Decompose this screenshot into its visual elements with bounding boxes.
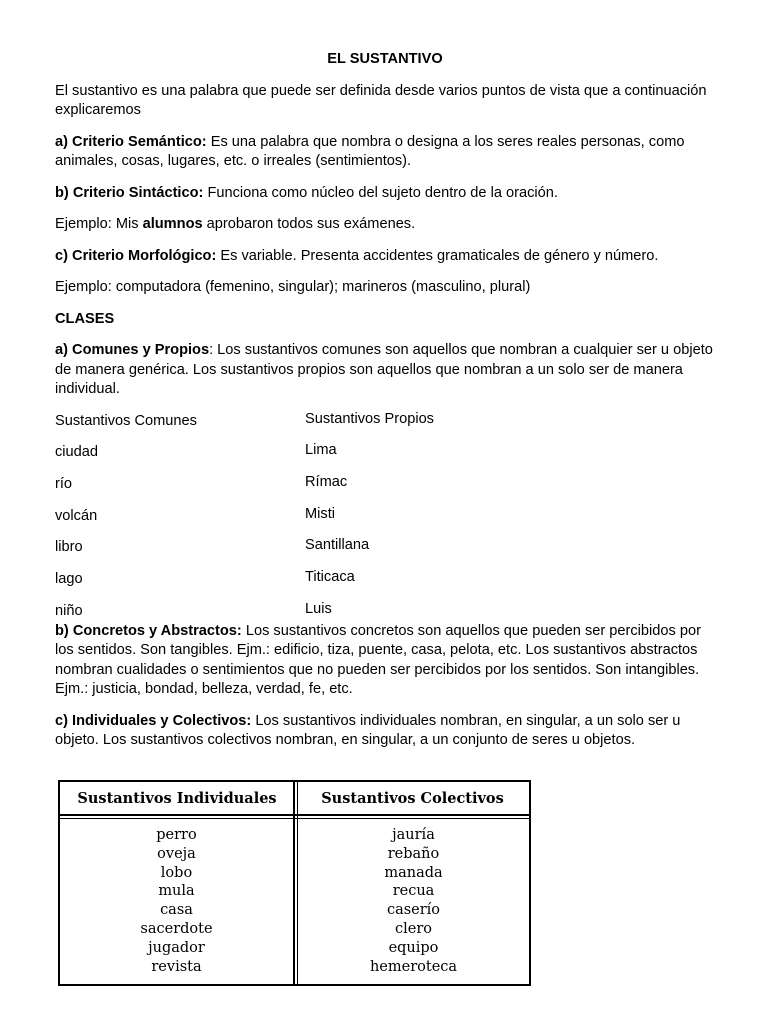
- colectivo-item: recua: [392, 883, 435, 900]
- comunes-header: Sustantivos Comunes: [55, 412, 197, 429]
- individual-item: lobo: [160, 864, 193, 881]
- colectivos-column: [298, 826, 529, 976]
- colectivo-item: clero: [394, 920, 432, 937]
- individuales-colectivos-label: c) Individuales y Colectivos:: [55, 712, 252, 729]
- colectivo-item: jauría: [392, 827, 435, 843]
- individuales-colectivos-paragraph: [55, 712, 715, 751]
- criterio-sintactico-text: Funciona como núcleo del sujeto dentro de la oración.: [203, 184, 558, 201]
- colectivo-item: caserío: [386, 902, 441, 919]
- colectivo-item: equipo: [388, 939, 439, 956]
- table-column-divider: [293, 782, 295, 984]
- individuales-colectivos-table: [58, 780, 531, 986]
- individuales-colectivos-text: Los sustantivos individuales nombran, en singular, a un solo ser u objeto. Los sustantivos colectivos nombran, en singular, a un conjunto de seres u objetos.: [55, 712, 681, 748]
- propio-item: Santillana: [305, 537, 370, 554]
- individual-item: sacerdote: [140, 920, 213, 937]
- morfologico-example: Ejemplo: computadora (femenino, singular); marineros (masculino, plural): [55, 279, 531, 295]
- colectivo-item: rebaño: [387, 845, 440, 862]
- propio-item: Misti: [305, 505, 335, 522]
- criterio-sintactico-label: b) Criterio Sintáctico:: [55, 184, 204, 201]
- example-prefix: Ejemplo: Mis: [55, 216, 143, 232]
- comunes-propios-paragraph: [55, 341, 715, 400]
- criterio-semantico-text: Es una palabra que nombra o designa a los seres reales personas, como animales, cosas, lugares, etc. o irreales (sentimientos).: [55, 133, 685, 169]
- individual-item: casa: [160, 902, 193, 919]
- propio-item: Lima: [305, 442, 337, 459]
- individual-item: oveja: [157, 845, 196, 862]
- individuales-column: [60, 826, 293, 976]
- comun-item: ciudad: [55, 444, 99, 461]
- colectivo-item: hemeroteca: [369, 958, 458, 975]
- comun-item: niño: [55, 602, 83, 619]
- comun-item: volcán: [55, 507, 98, 524]
- colectivo-item: manada: [384, 864, 443, 881]
- table-header-colectivos: Sustantivos Colectivos: [321, 790, 504, 807]
- comun-item: río: [55, 475, 73, 492]
- sintactico-example: [55, 215, 715, 235]
- example-suffix: aprobaron todos sus exámenes.: [202, 216, 416, 232]
- criterio-semantico-label: a) Criterio Semántico:: [55, 133, 207, 150]
- concretos-abstractos-label: b) Concretos y Abstractos:: [55, 622, 242, 639]
- example-bold-word: alumnos: [142, 216, 203, 232]
- intro-paragraph: El sustantivo es una palabra que puede ser definida desde varios puntos de vista que a continuación explicaremos: [55, 82, 707, 118]
- propio-item: Luis: [305, 600, 332, 617]
- clases-heading: CLASES: [55, 310, 115, 327]
- criterio-morfologico: [55, 247, 715, 267]
- table-header-individuales: Sustantivos Individuales: [77, 790, 277, 807]
- criterio-morfologico-label: c) Criterio Morfológico:: [55, 247, 217, 264]
- propio-item: Rímac: [305, 473, 348, 490]
- individual-item: revista: [151, 958, 202, 975]
- propio-item: Titicaca: [305, 569, 355, 585]
- individual-item: mula: [158, 883, 195, 900]
- propios-header: Sustantivos Propios: [305, 410, 434, 427]
- criterio-sintactico: [55, 184, 715, 204]
- concretos-abstractos-text: Los sustantivos concretos son aquellos que pueden ser percibidos por los sentidos. Son tangibles. Ejm.: edificio, tiza, puente, casa, pelota, etc. Los sustantivos abstractos nombran cualidades o sentimientos que no pueden ser percibidos por los sentidos. Son intangibles. Ejm.: justicia, bondad, belleza, verdad, fe, etc.: [55, 622, 701, 697]
- comun-item: libro: [55, 539, 83, 556]
- individual-item: perro: [156, 827, 197, 843]
- concretos-abstractos-paragraph: [55, 622, 715, 700]
- page-title: EL SUSTANTIVO: [327, 51, 443, 67]
- comun-item: lago: [55, 571, 83, 587]
- criterio-semantico: [55, 133, 715, 172]
- comunes-propios-text: : Los sustantivos comunes son aquellos que nombran a cualquier ser u objeto de manera genérica. Los sustantivos propios son aquellos que nombran a un solo ser de manera individual.: [55, 342, 713, 397]
- document-body: [55, 50, 715, 763]
- comunes-propios-list: [55, 410, 715, 622]
- individual-item: jugador: [148, 939, 205, 956]
- comunes-propios-label: a) Comunes y Propios: [55, 342, 210, 358]
- criterio-morfologico-text: Es variable. Presenta accidentes gramaticales de género y número.: [216, 247, 659, 264]
